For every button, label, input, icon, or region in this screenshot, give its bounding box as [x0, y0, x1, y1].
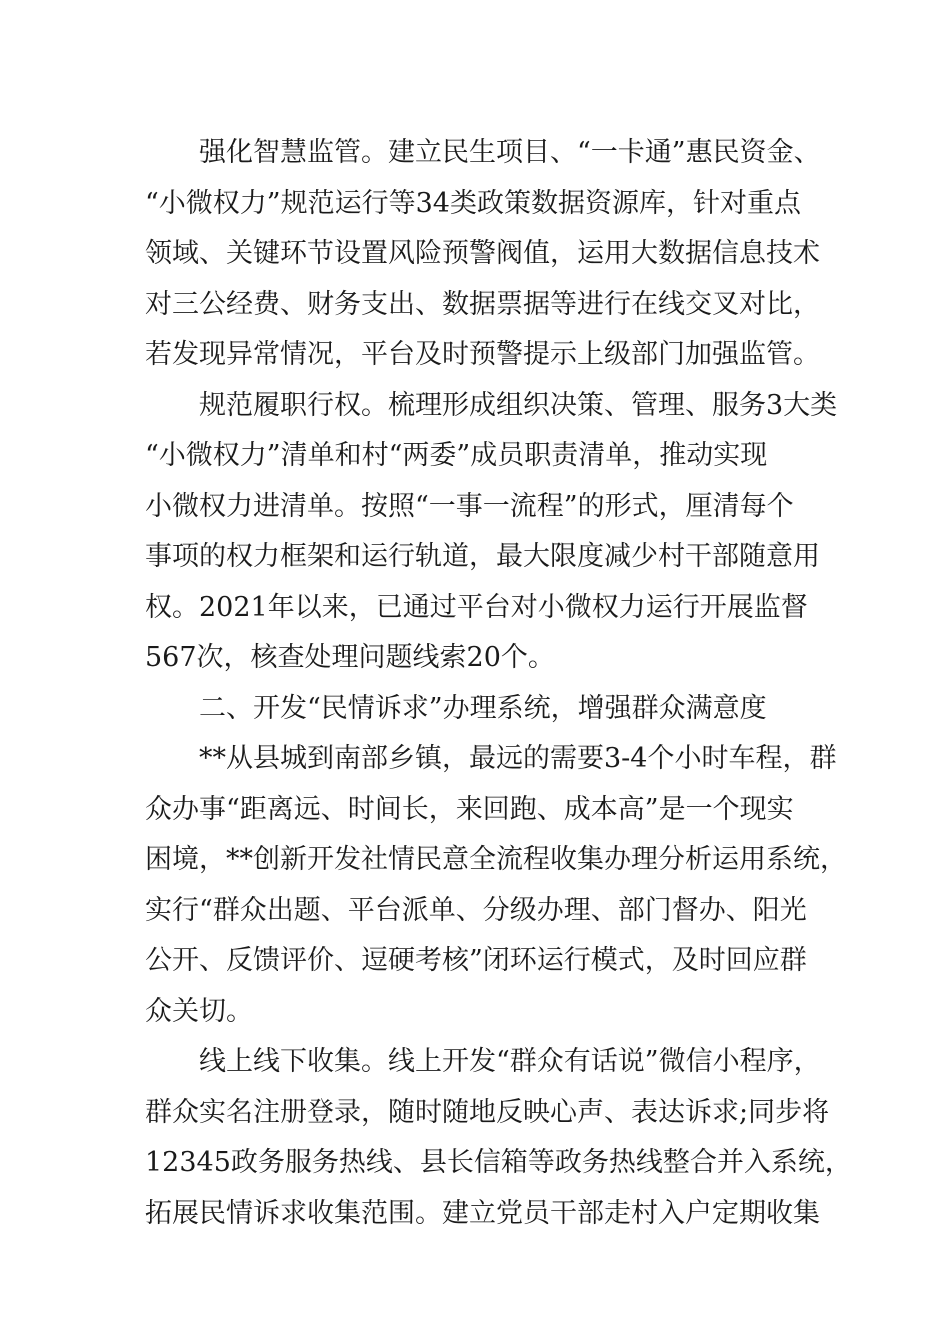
text-line: 困境，**创新开发社情民意全流程收集办理分析运用系统，	[145, 844, 847, 875]
text-line: 线上线下收集。线上开发“群众有话说”微信小程序，	[199, 1046, 821, 1077]
text-line: 公开、反馈评价、逗硬考核”闭环运行模式，及时回应群	[145, 945, 807, 976]
text-line: “小微权力”规范运行等34类政策数据资源库，针对重点	[145, 187, 801, 219]
text-line: **从县城到南部乡镇，最远的需要3-4个小时车程，群	[199, 743, 837, 774]
text-line: 群众实名注册登录，随时随地反映心声、表达诉求;同步将	[145, 1096, 830, 1128]
text-line: 若发现异常情况，平台及时预警提示上级部门加强监管。	[145, 339, 820, 370]
text-line: 实行“群众出题、平台派单、分级办理、部门督办、阳光	[145, 894, 807, 926]
text-line: 567次，核查处理问题线索20个。	[145, 642, 555, 673]
text-line: 权。2021年以来，已通过平台对小微权力运行开展监督	[145, 591, 808, 623]
text-line: 事项的权力框架和运行轨道，最大限度减少村干部随意用	[145, 541, 820, 572]
paragraph-smart-supervision	[145, 128, 825, 381]
document-body	[145, 128, 852, 1239]
text-line: 领域、关键环节设置风险预警阀值，运用大数据信息技术	[145, 238, 820, 269]
text-line: 强化智慧监管。建立民生项目、“一卡通”惠民资金、	[199, 137, 821, 168]
text-line: 12345政务服务热线、县长信箱等政务热线整合并入系统，	[145, 1147, 852, 1178]
text-line: 对三公经费、财务支出、数据票据等进行在线交叉对比，	[145, 288, 820, 320]
text-line: 拓展民情诉求收集范围。建立党员干部走村入户定期收集	[145, 1197, 820, 1229]
paragraph-online-offline	[145, 1037, 852, 1239]
paragraph-duty-power	[145, 381, 838, 684]
text-line: “小微权力”清单和村“两委”成员职责清单，推动实现	[145, 440, 768, 471]
section-heading	[145, 684, 825, 735]
text-line: 众关切。	[145, 995, 253, 1027]
text-line: 小微权力进清单。按照“一事一流程”的形式，厘清每个	[145, 490, 794, 522]
text-line: 二、开发“民情诉求”办理系统，增强群众满意度	[199, 692, 767, 724]
paragraph-county-distance	[145, 734, 847, 1037]
text-line: 众办事“距离远、时间长，来回跑、成本高”是一个现实	[145, 793, 794, 825]
text-line: 规范履职行权。梳理形成组织决策、管理、服务3大类	[199, 389, 838, 421]
